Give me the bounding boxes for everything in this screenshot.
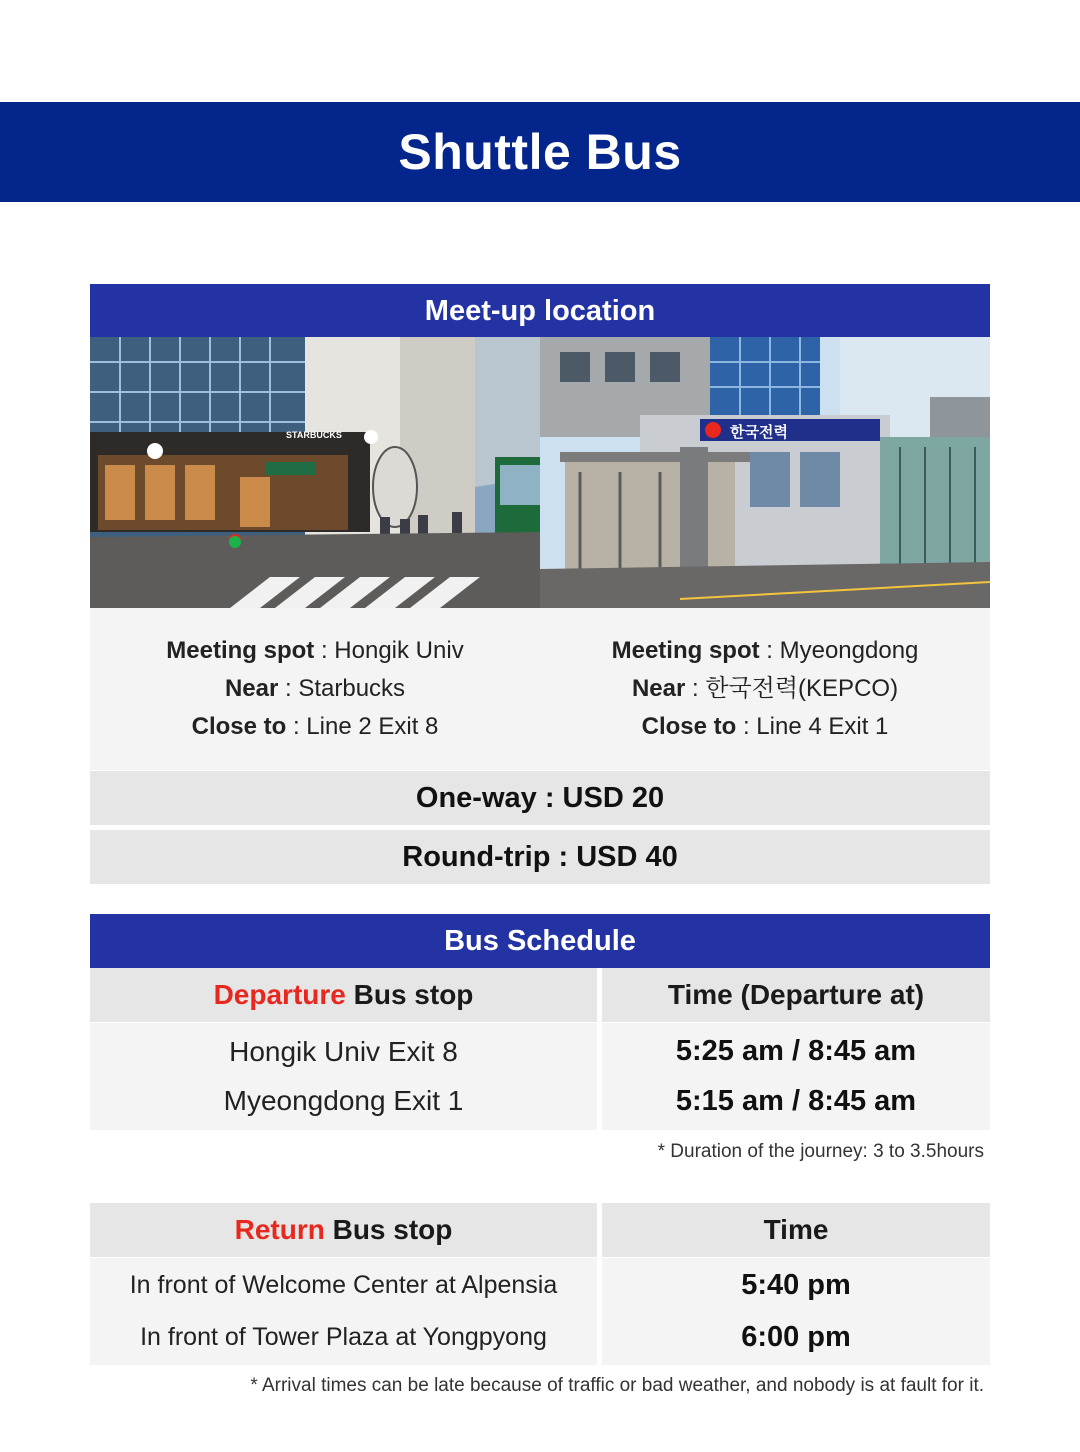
table-row-time: 6:00 pm [741, 1320, 851, 1353]
return-table-header [90, 1203, 990, 1257]
roundtrip-price: Round-trip : USD 40 [90, 830, 990, 884]
meetup-header: Meet-up location [90, 284, 990, 338]
close-to-line [192, 711, 439, 743]
meetup-photos [90, 337, 990, 608]
return-table-body [90, 1258, 990, 1365]
return-heading-rest: Bus stop [324, 1214, 453, 1245]
spot-myeongdong [540, 608, 990, 770]
return-heading-red: Return [234, 1214, 325, 1245]
return-stops [90, 1258, 597, 1365]
table-row-stop: Myeongdong Exit 1 [223, 1085, 464, 1117]
arrival-note: * Arrival times can be late because of traffic or bad weather, and nobody is at fault for it. [250, 1375, 984, 1396]
meeting-spot-label: Meeting spot [611, 637, 760, 664]
oneway-price: One-way : USD 20 [90, 771, 990, 825]
duration-note: * Duration of the journey: 3 to 3.5hours [657, 1141, 984, 1162]
meeting-spots [90, 608, 990, 770]
departure-heading-rest: Bus stop [345, 979, 474, 1010]
spot-hongik [90, 608, 540, 770]
near-label: Near [631, 675, 686, 702]
meeting-spot-label: Meeting spot [166, 637, 315, 664]
near-value: : Starbucks [278, 675, 406, 702]
departure-time-heading: Time (Departure at) [602, 968, 990, 1022]
near-line [632, 673, 898, 705]
starbucks-sign-text: STARBUCKS [286, 430, 342, 440]
page-title: Shuttle Bus [0, 102, 1080, 202]
near-value: : 한국전력(KEPCO) [685, 675, 899, 702]
close-to-label: Close to [191, 713, 287, 740]
close-to-label: Close to [641, 713, 737, 740]
departure-times [602, 1023, 990, 1130]
meeting-spot-value: : Hongik Univ [314, 637, 464, 664]
near-line [225, 673, 405, 705]
meeting-spot-line [166, 635, 463, 667]
departure-stop-heading [90, 968, 597, 1022]
return-stop-heading [90, 1203, 597, 1257]
departure-heading-red: Departure [213, 979, 346, 1010]
hongik-photo [90, 337, 540, 608]
table-row-time: 5:15 am / 8:45 am [675, 1084, 917, 1117]
meeting-spot-line [612, 635, 919, 667]
close-to-line [642, 711, 889, 743]
close-to-value: : Line 4 Exit 1 [736, 713, 889, 740]
return-time-heading: Time [602, 1203, 990, 1257]
table-row-stop: In front of Welcome Center at Alpensia [129, 1271, 558, 1300]
table-row-time: 5:40 pm [741, 1269, 851, 1302]
table-row-stop: In front of Tower Plaza at Yongpyong [140, 1322, 547, 1351]
kepco-sign-text: 한국전력 [730, 423, 788, 441]
near-label: Near [224, 675, 279, 702]
table-row-time: 5:25 am / 8:45 am [675, 1035, 917, 1068]
departure-stops [90, 1023, 597, 1130]
return-times [602, 1258, 990, 1365]
departure-table-body [90, 1023, 990, 1130]
myeongdong-photo [540, 337, 990, 608]
close-to-value: : Line 2 Exit 8 [286, 713, 439, 740]
table-row-stop: Hongik Univ Exit 8 [229, 1035, 458, 1067]
bus-schedule-header: Bus Schedule [90, 914, 990, 968]
meeting-spot-value: : Myeongdong [759, 637, 919, 664]
departure-table-header [90, 968, 990, 1022]
